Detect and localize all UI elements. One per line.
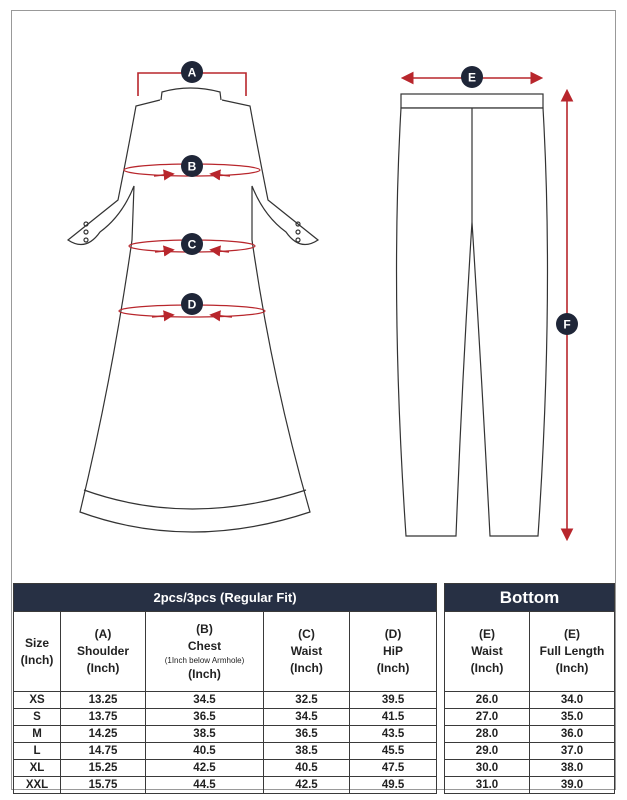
header-waist xyxy=(264,612,350,692)
cell-size: XXL xyxy=(14,777,61,794)
cell-chest: 40.5 xyxy=(146,743,264,760)
cell-hip: 49.5 xyxy=(350,777,437,794)
table-row xyxy=(14,760,437,777)
header-bottom-waist-unit: (Inch) xyxy=(470,661,504,675)
cell-shoulder: 13.75 xyxy=(61,709,146,726)
cell-chest: 44.5 xyxy=(146,777,264,794)
header-hip-label: HiP xyxy=(383,644,404,658)
header-bottom-waist xyxy=(445,612,530,692)
cell-chest: 38.5 xyxy=(146,726,264,743)
header-waist-unit: (Inch) xyxy=(290,661,323,675)
measure-e xyxy=(404,66,540,88)
pants-illustration xyxy=(397,94,548,536)
header-full-length-code: (E) xyxy=(564,627,580,641)
table-row xyxy=(14,777,437,794)
header-size-label: Size xyxy=(24,635,49,650)
cell-waist: 36.5 xyxy=(264,726,350,743)
cell-shoulder: 14.25 xyxy=(61,726,146,743)
cell-hip: 39.5 xyxy=(350,692,437,709)
measure-f xyxy=(556,92,578,538)
header-waist-code: (C) xyxy=(298,627,315,641)
cell-waist: 32.5 xyxy=(264,692,350,709)
table-row xyxy=(445,777,615,794)
table-row xyxy=(14,709,437,726)
cell-bottom-waist: 26.0 xyxy=(445,692,530,709)
label-a: A xyxy=(187,65,197,80)
table-row xyxy=(445,743,615,760)
header-hip-unit: (Inch) xyxy=(376,661,410,675)
cell-bottom-waist: 28.0 xyxy=(445,726,530,743)
cell-size: XL xyxy=(14,760,61,777)
cell-full-length: 38.0 xyxy=(530,760,615,777)
size-table xyxy=(13,583,437,794)
label-d: D xyxy=(187,297,197,312)
cell-waist: 34.5 xyxy=(264,709,350,726)
cell-bottom-waist: 31.0 xyxy=(445,777,530,794)
cell-waist: 42.5 xyxy=(264,777,350,794)
header-full-length xyxy=(530,612,615,692)
cell-chest: 34.5 xyxy=(146,692,264,709)
cell-shoulder: 13.25 xyxy=(61,692,146,709)
cell-full-length: 35.0 xyxy=(530,709,615,726)
header-shoulder xyxy=(61,612,146,692)
cell-hip: 41.5 xyxy=(350,709,437,726)
bottom-table-header-row xyxy=(445,612,615,692)
cell-bottom-waist: 29.0 xyxy=(445,743,530,760)
cell-full-length: 39.0 xyxy=(530,777,615,794)
table-row xyxy=(14,743,437,760)
header-full-length-unit: (Inch) xyxy=(555,661,589,675)
header-hip xyxy=(350,612,437,692)
bottom-table-title: Bottom xyxy=(445,584,615,612)
size-table-title: 2pcs/3pcs (Regular Fit) xyxy=(14,584,437,612)
label-b: B xyxy=(187,159,197,174)
bottom-table xyxy=(444,583,615,794)
header-chest-label: Chest xyxy=(187,638,222,653)
cell-full-length: 36.0 xyxy=(530,726,615,743)
header-shoulder-label: Shoulder xyxy=(76,644,129,658)
table-row xyxy=(445,726,615,743)
header-size-unit: (Inch) xyxy=(20,652,54,667)
cell-hip: 43.5 xyxy=(350,726,437,743)
header-chest-note: (1Inch below Armhole) xyxy=(164,655,245,665)
cell-hip: 47.5 xyxy=(350,760,437,777)
header-hip-code: (D) xyxy=(384,627,402,641)
cell-full-length: 34.0 xyxy=(530,692,615,709)
header-chest-unit: (Inch) xyxy=(188,666,221,681)
cell-size: L xyxy=(14,743,61,760)
cell-full-length: 37.0 xyxy=(530,743,615,760)
table-row xyxy=(14,692,437,709)
cell-waist: 40.5 xyxy=(264,760,350,777)
header-shoulder-unit: (Inch) xyxy=(86,661,120,675)
header-shoulder-code: (A) xyxy=(94,627,112,641)
table-row xyxy=(445,709,615,726)
cell-waist: 38.5 xyxy=(264,743,350,760)
table-row xyxy=(445,692,615,709)
table-row xyxy=(14,726,437,743)
cell-size: M xyxy=(14,726,61,743)
label-e: E xyxy=(467,70,477,85)
cell-shoulder: 15.75 xyxy=(61,777,146,794)
cell-size: XS xyxy=(14,692,61,709)
cell-hip: 45.5 xyxy=(350,743,437,760)
header-full-length-label: Full Length xyxy=(539,644,605,658)
size-table-header-row xyxy=(14,612,437,692)
cell-bottom-waist: 27.0 xyxy=(445,709,530,726)
header-bottom-waist-label: Waist xyxy=(471,644,503,658)
table-row xyxy=(445,760,615,777)
header-chest xyxy=(146,612,264,692)
cell-bottom-waist: 30.0 xyxy=(445,760,530,777)
label-f: F xyxy=(563,317,571,332)
header-size xyxy=(14,612,61,692)
cell-size: S xyxy=(14,709,61,726)
header-chest-code: (B) xyxy=(196,621,213,636)
header-waist-label: Waist xyxy=(290,644,323,658)
cell-chest: 42.5 xyxy=(146,760,264,777)
cell-chest: 36.5 xyxy=(146,709,264,726)
label-c: C xyxy=(187,237,197,252)
cell-shoulder: 14.75 xyxy=(61,743,146,760)
cell-shoulder: 15.25 xyxy=(61,760,146,777)
header-bottom-waist-code: (E) xyxy=(479,627,495,641)
